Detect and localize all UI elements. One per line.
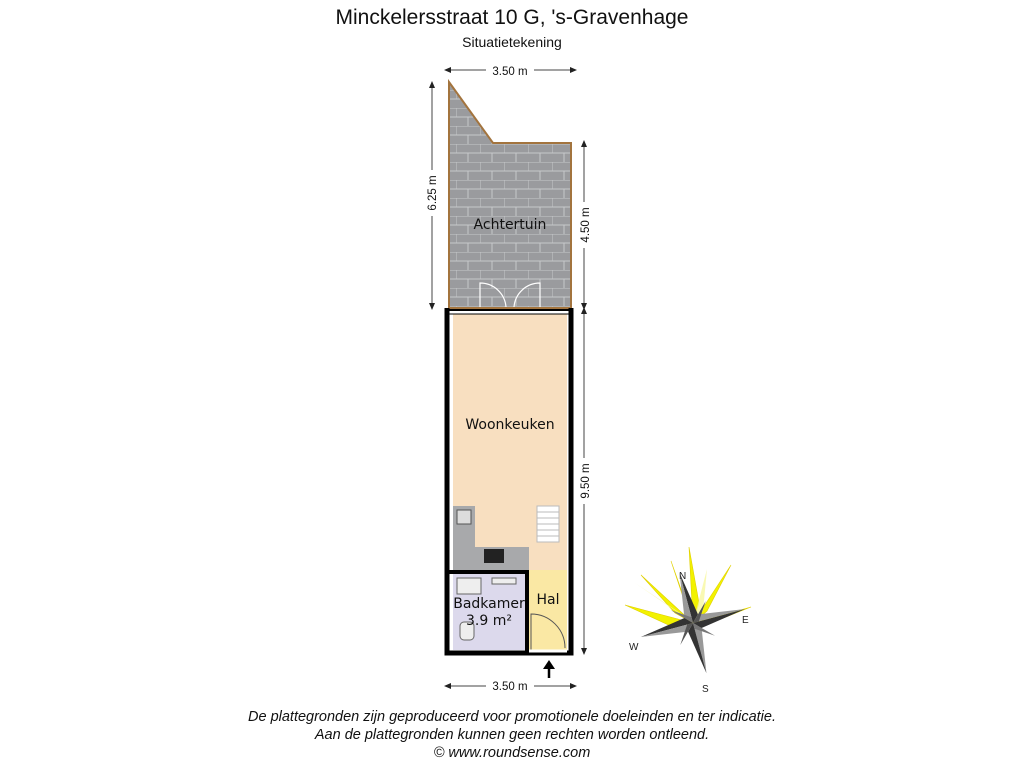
- house: [447, 308, 571, 653]
- disclaimer-line-1: De plattegronden zijn geproduceerd voor promotionele doeleinden en ter indicatie.: [248, 709, 776, 725]
- living-label: Woonkeuken: [465, 417, 555, 433]
- hall-floor: [529, 570, 567, 650]
- dimension-garden-left: [424, 84, 440, 307]
- copyright: © www.roundsense.com: [433, 745, 591, 761]
- hall-label: Hal: [536, 592, 560, 608]
- dimension-garden-right-label: 4.50 m: [580, 207, 592, 243]
- compass-w: W: [629, 642, 639, 653]
- dimension-house-right: [576, 310, 592, 652]
- disclaimer-line-2: Aan de plattegronden kunnen geen rechten worden ontleend.: [314, 727, 710, 743]
- stairs: [537, 506, 559, 542]
- page-title: Minckelersstraat 10 G, 's-Gravenhage: [335, 6, 689, 29]
- dimension-garden-right: [576, 143, 592, 307]
- dimension-top: [447, 62, 574, 78]
- bathroom-label: Badkamer: [453, 596, 525, 612]
- disclaimer-footer: [0, 708, 1024, 762]
- shower: [457, 578, 481, 594]
- dimension-bottom-label: 3.50 m: [492, 681, 528, 693]
- washbasin: [492, 578, 516, 584]
- page-subtitle: Situatietekening: [462, 34, 562, 50]
- dimension-house-right-label: 9.50 m: [580, 463, 592, 499]
- dimension-top-label: 3.50 m: [492, 66, 528, 78]
- sink: [457, 510, 471, 524]
- dimension-bottom: [447, 678, 574, 694]
- dimension-garden-left-label: 6.25 m: [427, 175, 439, 211]
- compass-rose: [625, 547, 759, 695]
- cooktop: [484, 549, 504, 563]
- compass-e: E: [742, 615, 749, 626]
- entrance-arrow: [543, 660, 555, 678]
- garden-area: [449, 82, 571, 308]
- compass-s: S: [702, 684, 709, 695]
- bathroom-area: 3.9 m²: [466, 613, 512, 629]
- compass-n: N: [679, 571, 687, 582]
- garden-label: Achtertuin: [473, 217, 547, 233]
